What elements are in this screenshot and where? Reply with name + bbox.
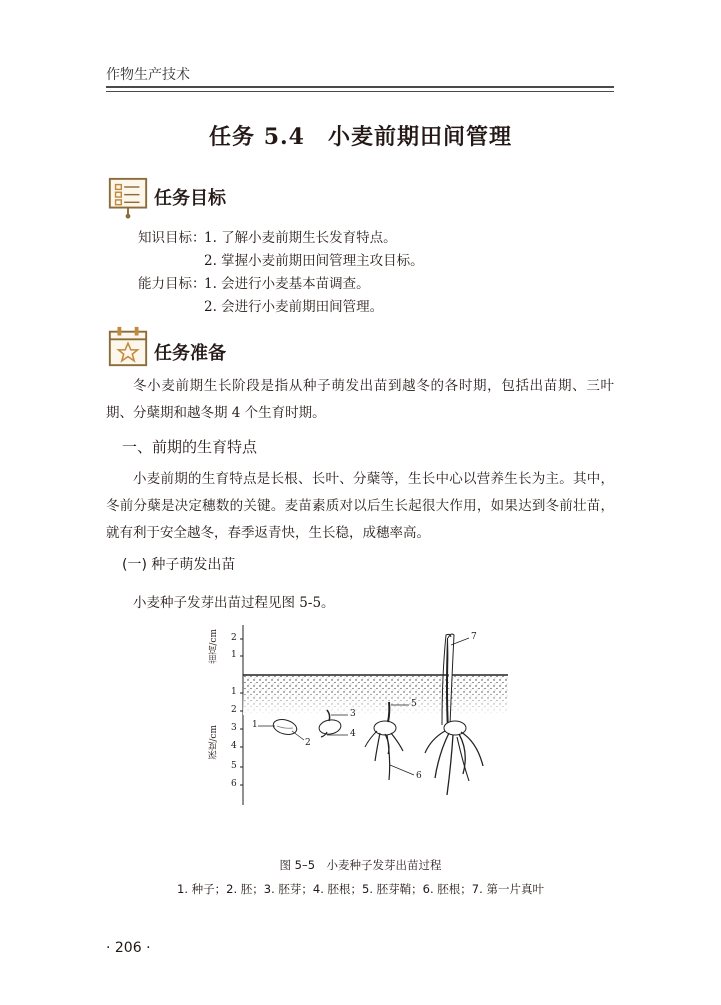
tick-label: 1 — [231, 687, 237, 697]
tick-label: 3 — [231, 723, 237, 733]
ability-item: 1. 会进行小麦基本苗调查。 — [204, 276, 370, 292]
seed-germination-figure — [205, 625, 515, 840]
knowledge-label: 知识目标： — [138, 230, 206, 246]
prep-intro: 冬小麦前期生长阶段是指从种子萌发出苗到越冬的各时期，包括出苗期、三叶期、分蘖期和越冬期 4 个生育时期。 — [106, 378, 614, 421]
tick-label: 5 — [231, 761, 237, 771]
subsection1-heading: (一) 种子萌发出苗 — [122, 557, 236, 573]
ability-item: 2. 会进行小麦前期田间管理。 — [204, 299, 384, 315]
section1-para: 小麦前期的生育特点是长根、长叶、分蘖等，生长中心以营养生长为主。其中，冬前分蘖是决定穗数的关键。麦苗素质对以后生长起很大作用，如果达到冬前壮苗，就有利于安全越冬，春季返青快，生长稳，成穗率高。 — [106, 471, 614, 541]
callout-label: 4 — [350, 729, 356, 739]
header-rule-thin — [106, 91, 614, 92]
ability-label: 能力目标： — [138, 276, 206, 292]
callout-label: 7 — [471, 632, 477, 642]
subsection1-para: 小麦种子发芽出苗过程见图 5-5。 — [133, 595, 335, 611]
tick-label: 2 — [231, 633, 237, 643]
tick-label: 4 — [231, 741, 237, 751]
running-header: 作物生产技术 — [106, 67, 190, 83]
tick-label: 2 — [231, 705, 237, 715]
header-rule-thick — [106, 86, 614, 88]
figure-caption: 图 5–5 小麦种子发芽出苗过程 — [279, 858, 442, 872]
callout-label: 6 — [416, 771, 422, 781]
callout-label: 2 — [305, 738, 311, 748]
knowledge-item: 1. 了解小麦前期生长发育特点。 — [204, 230, 397, 246]
task-title: 任务 5.4 小麦前期田间管理 — [209, 124, 512, 150]
y-axis-label-bottom: 深度/cm — [209, 725, 219, 760]
y-axis-label-top: 苗高/cm — [209, 629, 219, 664]
prep-heading: 任务准备 — [154, 343, 226, 364]
callout-label: 5 — [411, 699, 417, 709]
section1-heading: 一、前期的生育特点 — [122, 438, 258, 456]
callout-label: 1 — [252, 720, 258, 730]
page-number: · 206 · — [106, 940, 151, 956]
knowledge-item: 2. 掌握小麦前期田间管理主攻目标。 — [204, 253, 424, 269]
tick-label: 1 — [231, 650, 237, 660]
goals-heading: 任务目标 — [154, 188, 226, 209]
calendar-star-icon — [106, 325, 150, 373]
figure-legend: 1. 种子；2. 胚；3. 胚芽；4. 胚根；5. 胚芽鞘；6. 胚根；7. 第一片真叶 — [177, 882, 544, 896]
callout-label: 3 — [350, 709, 356, 719]
tick-label: 6 — [231, 779, 237, 789]
presentation-board-icon — [106, 176, 150, 224]
